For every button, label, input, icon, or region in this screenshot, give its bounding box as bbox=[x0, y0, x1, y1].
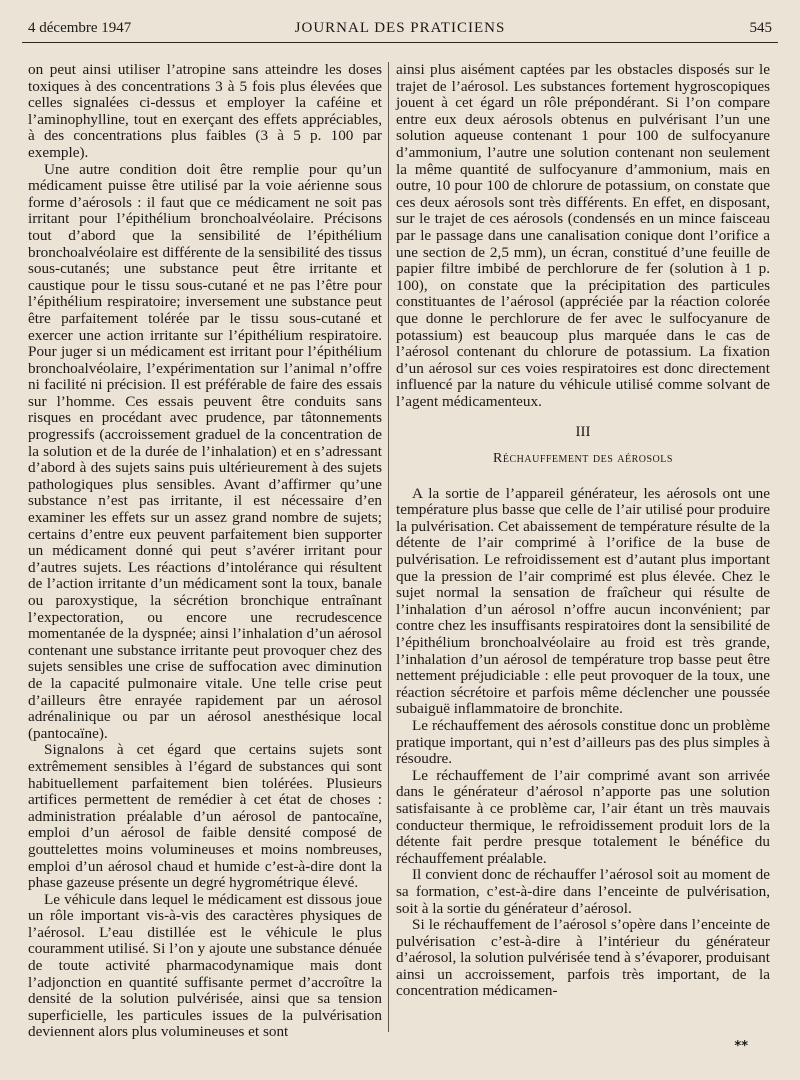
paragraph: Il convient donc de réchauffer l’aérosol soit au moment de sa formation, c’est-à-dire dans l’enceinte de pulvérisation, soit à la sortie du générateur d’aérosol. bbox=[396, 866, 770, 917]
paragraph: Le véhicule dans lequel le médicament est dissous joue un rôle important vis-à-vis des caractères physiques de l’aérosol. L’eau distillée est le véhicule le plus couramment utilisé. Si l’on y ajoute une substance dénuée de toute activité pharmacodynamique mais dont l’adjonction en quantité suffisante permet d’accroître la densité de la solution pulvérisée, ainsi que sa tension superficielle, les particules issues de la pulvérisation deviennent alors plus volumineuses et sont bbox=[28, 890, 382, 1041]
paragraph: Une autre condition doit être remplie pour qu’un médicament puisse être utilisé par la voie aérienne sous forme d’aérosols : il faut que ce médicament ne soit pas irritant pour l’épithélium bronchoalvéolaire. Précisons tout d’abord que la sensibilité de l’épithélium bronchoalvéolaire est différente de la sensibilité des tissus sous-cutanés; une substance peut être irritante et caustique pour le tissu sous-cutané et ne pas l’être pour l’épithélium respiratoire; inversement une substance peut être parfaitement tolérée par le tissu sous-cutané et exercer une action irritante sur l’épithélium respiratoire. Pour juger si un médicament est irritant pour l’épithélium bronchoalvéolaire, l’expérimentation sur l’animal n’offre ni facilité ni précision. Il est préférable de faire des essais sur l’homme. Ces essais peuvent être conduits sans risques en procédant avec prudence, par tâtonnements progressifs (accroissement graduel de la concentration de la solution et de la durée de l’inhalation) et en s’adressant d’abord à des sujets sains puis ultérieurement à des sujets pathologiques plus sensibles. Avant d’affirmer qu’une substance n’est pas irritante, il est nécessaire d’en examiner les effets sur un assez grand nombre de sujets; certains d’entre eux peuvent parfaitement bien supporter un médicament donné qui peut s’avérer irritant pour d’autres sujets. Les réactions d’intolérance qui résultent de l’action irritante d’un médicament sont la toux, banale ou paroxystique, la sécrétion bronchique entraînant l’expectoration, ou encore une recrudescence momentanée de la dyspnée; ainsi l’inhalation d’un aérosol contenant une substance irritante peut provoquer chez des sujets sensibles une crise de suffocation avec diminution de la capacité pulmonaire vitale. Une telle crise peut d’ailleurs être enrayée rapidement par un aérosol adrénalinique ou par un aérosol anesthésique local (pantocaïne). bbox=[28, 160, 382, 742]
journal-title: JOURNAL DES PRATICIENS bbox=[294, 20, 506, 36]
paragraph: A la sortie de l’appareil générateur, les aérosols ont une température plus basse que celle de l’air utilisé pour produire la pulvérisation. Cet abaissement de température résulte de la détente de l’air comprimé à l’orifice de la buse de pulvérisation. Le refroidissement est d’autant plus important que la pression de l’air comprimé est plus élevée. Chez le sujet normal la sensation de fraîcheur qui résulte de l’inhalation d’un aérosol n’offre aucun inconvénient; par contre chez les insuffisants respiratoires dont la sensibilité de l’épithélium bronchoalvéolaire au froid est très grande, l’inhalation d’un aérosol de température trop basse peut être nettement préjudiciable : elle peut provoquer de la toux, une réaction sécrétoire et parfois même déclencher une poussée subaiguë inflammatoire de bronchite. bbox=[396, 484, 770, 718]
issue-date: 4 décembre 1947 bbox=[28, 20, 132, 36]
column-divider bbox=[388, 62, 389, 1032]
page-header bbox=[22, 12, 778, 43]
paragraph: Le réchauffement des aérosols constitue donc un problème pratique important, qui n’est d’ailleurs pas des plus simples à résoudre. bbox=[396, 716, 770, 768]
section-title: Réchauffement des aérosols bbox=[493, 451, 673, 467]
left-column bbox=[28, 62, 382, 1041]
section-number: III bbox=[575, 424, 591, 441]
paragraph: Signalons à cet égard que certains sujets sont extrêmement sensibles à l’égard de substances qui sont habituellement parfaitement bien tolérées. Plusieurs artifices permettent de remédier à cet état de choses : administration préalable d’un aérosol de pantocaïne, emploi d’un aérosol de faible densité composé de gouttelettes moins volumineuses et moins nombreuses, emploi d’un aérosol chaud et humide c’est-à-dire dont la phase gazeuse présente un degré hygrométrique élevé. bbox=[28, 741, 382, 892]
right-column bbox=[396, 62, 770, 1000]
continuation-mark: ** bbox=[734, 1039, 748, 1054]
paragraph: ainsi plus aisément captées par les obstacles disposés sur le trajet de l’aérosol. Les substances fortement hygroscopiques jouent à cet égard un rôle prépondérant. Si l’on compare entre eux deux aérosols obtenus en pulvérisant l’un une solution aqueuse contenant 1 pour 100 de sulfocyanure d’ammonium, l’autre une solution contenant non seulement la même quantité de sulfocyanure d’ammonium, mais en outre, 10 pour 100 de chlorure de potassium, on constate que ces deux aérosols sont très différents. En effet, en disposant, sur le trajet de ces aérosols (condensés en un mince faisceau par le passage dans une canalisation conique dont l’orifice a une section de 2,5 mm), un écran, constitué d’une feuille de papier filtre imbibé de perchlorure de fer (solution à 1 p. 100), on constate que la précipitation des particules constituantes de l’aérosol (appréciée par la réaction colorée que donne le perchlorure de fer avec le sulfocyanure de potassium) est beaucoup plus marquée dans le cas de l’aérosol contenant du chlorure de potassium. La fixation d’un aérosol sur ces voies respiratoires est donc directement influencé par la nature du véhicule utilisé comme solvant de l’agent médicamenteux. bbox=[396, 61, 770, 410]
page-number: 545 bbox=[749, 20, 772, 36]
paragraph: Si le réchauffement de l’aérosol s’opère dans l’enceinte de pulvérisation c’est-à-dire à l’intérieur du générateur d’aérosol, la solution pulvérisée tend à s’évaporer, produisant ainsi un accroissement, parfois très important, de la concentration médicamen- bbox=[396, 916, 770, 1000]
paragraph: Le réchauffement de l’air comprimé avant son arrivée dans le générateur d’aérosol n’apporte pas une solution satisfaisante à ce problème car, l’air étant un très mauvais conducteur thermique, le refroidissement produit lors de la détente fait perdre presque totalement le bénéfice du réchauffement préalable. bbox=[396, 766, 770, 867]
paragraph: on peut ainsi utiliser l’atropine sans atteindre les doses toxiques à des concentrations 3 à 5 fois plus élevées que celles signalées ci-dessus et employer la caféine et l’aminophylline, tout en exerçant des effets appréciables, à des concentrations plus faibles (3 à 5 p. 100 par exemple). bbox=[28, 61, 382, 161]
